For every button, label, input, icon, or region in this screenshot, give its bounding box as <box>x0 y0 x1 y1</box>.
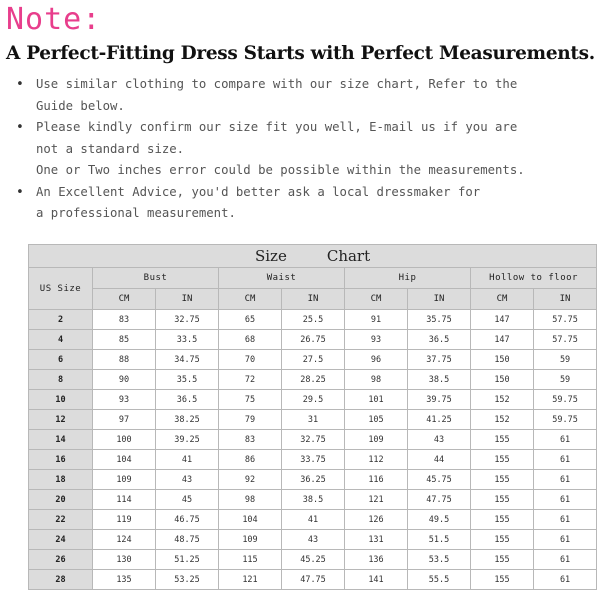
measurement-cell: 38.25 <box>156 410 219 430</box>
measurement-cell: 85 <box>93 330 156 350</box>
measurement-cell: 90 <box>93 370 156 390</box>
table-caption-row <box>29 245 597 268</box>
bullet-text: not a standard size. <box>36 141 185 156</box>
table-row <box>29 370 597 390</box>
bullet-text: An Excellent Advice, you'd better ask a local dressmaker for <box>36 184 481 199</box>
measurement-cell: 98 <box>219 490 282 510</box>
measurement-cell: 59 <box>534 370 597 390</box>
us-size-cell: 12 <box>29 410 93 430</box>
unit-header: CM <box>471 289 534 310</box>
caption-word-chart: Chart <box>326 247 371 265</box>
measurement-cell: 41 <box>156 450 219 470</box>
table-row <box>29 490 597 510</box>
measurement-cell: 100 <box>93 430 156 450</box>
table-row <box>29 550 597 570</box>
measurement-cell: 61 <box>534 470 597 490</box>
measurement-cell: 75 <box>219 390 282 410</box>
measurement-cell: 155 <box>471 510 534 530</box>
measurement-cell: 92 <box>219 470 282 490</box>
measurement-cell: 33.5 <box>156 330 219 350</box>
measurement-cell: 147 <box>471 330 534 350</box>
measurement-cell: 135 <box>93 570 156 590</box>
measurement-cell: 155 <box>471 470 534 490</box>
measurement-cell: 31 <box>282 410 345 430</box>
table-caption <box>29 245 597 268</box>
measurement-cell: 34.75 <box>156 350 219 370</box>
measurement-cell: 47.75 <box>408 490 471 510</box>
bullet-dot-icon: • <box>16 120 24 135</box>
measurement-cell: 155 <box>471 450 534 470</box>
measurement-cell: 86 <box>219 450 282 470</box>
us-size-cell: 14 <box>29 430 93 450</box>
us-size-cell: 18 <box>29 470 93 490</box>
table-row <box>29 570 597 590</box>
table-row <box>29 530 597 550</box>
bullet-line <box>16 117 596 139</box>
measurement-cell: 55.5 <box>408 570 471 590</box>
bullet-dot-icon: • <box>16 184 24 200</box>
measurement-cell: 36.5 <box>408 330 471 350</box>
measurement-cell: 155 <box>471 430 534 450</box>
measurement-cell: 119 <box>93 510 156 530</box>
measurement-cell: 104 <box>93 450 156 470</box>
measurement-cell: 155 <box>471 490 534 510</box>
measurement-cell: 91 <box>345 310 408 330</box>
measurement-cell: 37.75 <box>408 350 471 370</box>
measurement-cell: 155 <box>471 550 534 570</box>
measurement-cell: 44 <box>408 450 471 470</box>
bullet-line <box>16 182 596 204</box>
measurement-cell: 53.5 <box>408 550 471 570</box>
table-unit-header-row <box>29 289 597 310</box>
bullet-text: a professional measurement. <box>36 206 236 220</box>
measurement-cell: 70 <box>219 350 282 370</box>
table-row <box>29 350 597 370</box>
size-chart-table <box>28 244 597 590</box>
measurement-cell: 39.25 <box>156 430 219 450</box>
measurement-cell: 39.75 <box>408 390 471 410</box>
measurement-cell: 59.75 <box>534 390 597 410</box>
measurement-cell: 61 <box>534 510 597 530</box>
measurement-cell: 105 <box>345 410 408 430</box>
measurement-cell: 115 <box>219 550 282 570</box>
measurement-cell: 152 <box>471 410 534 430</box>
measurement-cell: 114 <box>93 490 156 510</box>
measurement-cell: 32.75 <box>282 430 345 450</box>
measurement-cell: 96 <box>345 350 408 370</box>
group-header-hollow-to-floor: Hollow to floor <box>471 268 597 289</box>
measurement-cell: 65 <box>219 310 282 330</box>
unit-header: IN <box>534 289 597 310</box>
us-size-cell: 20 <box>29 490 93 510</box>
us-size-header: US Size <box>29 268 93 310</box>
measurement-cell: 141 <box>345 570 408 590</box>
measurement-cell: 59.75 <box>534 410 597 430</box>
table-row <box>29 510 597 530</box>
measurement-cell: 61 <box>534 550 597 570</box>
measurement-cell: 93 <box>345 330 408 350</box>
bullet-dot-icon: • <box>16 77 24 92</box>
table-row <box>29 430 597 450</box>
measurement-cell: 25.5 <box>282 310 345 330</box>
group-header-bust: Bust <box>93 268 219 289</box>
measurement-cell: 26.75 <box>282 330 345 350</box>
measurement-cell: 38.5 <box>408 370 471 390</box>
us-size-cell: 24 <box>29 530 93 550</box>
measurement-cell: 112 <box>345 450 408 470</box>
headline: A Perfect-Fitting Dress Starts with Perfect Measurements. <box>6 43 595 64</box>
measurement-cell: 104 <box>219 510 282 530</box>
measurement-cell: 61 <box>534 530 597 550</box>
measurement-cell: 116 <box>345 470 408 490</box>
measurement-cell: 43 <box>282 530 345 550</box>
measurement-cell: 35.75 <box>408 310 471 330</box>
us-size-cell: 26 <box>29 550 93 570</box>
measurement-cell: 88 <box>93 350 156 370</box>
us-size-cell: 10 <box>29 390 93 410</box>
caption-word-size: Size <box>254 247 287 265</box>
measurement-cell: 61 <box>534 490 597 510</box>
bullet-text: Use similar clothing to compare with our size chart, Refer to the <box>36 77 518 91</box>
measurement-cell: 36.5 <box>156 390 219 410</box>
bullet-line <box>16 139 596 161</box>
measurement-cell: 121 <box>219 570 282 590</box>
table-row <box>29 470 597 490</box>
measurement-cell: 131 <box>345 530 408 550</box>
measurement-cell: 109 <box>219 530 282 550</box>
measurement-cell: 72 <box>219 370 282 390</box>
measurement-cell: 32.75 <box>156 310 219 330</box>
measurement-cell: 41 <box>282 510 345 530</box>
table-row <box>29 330 597 350</box>
measurement-cell: 79 <box>219 410 282 430</box>
group-header-waist: Waist <box>219 268 345 289</box>
measurement-cell: 97 <box>93 410 156 430</box>
measurement-cell: 98 <box>345 370 408 390</box>
measurement-cell: 155 <box>471 530 534 550</box>
measurement-cell: 101 <box>345 390 408 410</box>
measurement-cell: 61 <box>534 450 597 470</box>
us-size-cell: 16 <box>29 450 93 470</box>
measurement-cell: 35.5 <box>156 370 219 390</box>
unit-header: CM <box>93 289 156 310</box>
measurement-cell: 152 <box>471 390 534 410</box>
measurement-cell: 45.25 <box>282 550 345 570</box>
measurement-cell: 68 <box>219 330 282 350</box>
unit-header: CM <box>345 289 408 310</box>
measurement-cell: 49.5 <box>408 510 471 530</box>
measurement-cell: 121 <box>345 490 408 510</box>
us-size-cell: 6 <box>29 350 93 370</box>
size-table-body <box>29 310 597 590</box>
measurement-cell: 83 <box>219 430 282 450</box>
table-group-header-row <box>29 268 597 289</box>
unit-header: IN <box>408 289 471 310</box>
measurement-cell: 57.75 <box>534 310 597 330</box>
measurement-cell: 61 <box>534 570 597 590</box>
measurement-cell: 43 <box>408 430 471 450</box>
us-size-cell: 22 <box>29 510 93 530</box>
measurement-cell: 29.5 <box>282 390 345 410</box>
bullet-text: One or Two inches error could be possible within the measurements. <box>36 163 525 177</box>
measurement-cell: 109 <box>345 430 408 450</box>
measurement-cell: 38.5 <box>282 490 345 510</box>
unit-header: CM <box>219 289 282 310</box>
measurement-cell: 28.25 <box>282 370 345 390</box>
table-row <box>29 410 597 430</box>
measurement-cell: 61 <box>534 430 597 450</box>
table-row <box>29 310 597 330</box>
measurement-cell: 53.25 <box>156 570 219 590</box>
measurement-cell: 33.75 <box>282 450 345 470</box>
table-row <box>29 450 597 470</box>
group-header-hip: Hip <box>345 268 471 289</box>
measurement-cell: 36.25 <box>282 470 345 490</box>
bullet-list <box>16 74 596 225</box>
note-title: Note: <box>6 2 102 37</box>
measurement-cell: 45 <box>156 490 219 510</box>
us-size-cell: 28 <box>29 570 93 590</box>
measurement-cell: 93 <box>93 390 156 410</box>
measurement-cell: 43 <box>156 470 219 490</box>
measurement-cell: 27.5 <box>282 350 345 370</box>
measurement-cell: 130 <box>93 550 156 570</box>
measurement-cell: 147 <box>471 310 534 330</box>
bullet-line <box>16 203 596 225</box>
us-size-cell: 2 <box>29 310 93 330</box>
measurement-cell: 41.25 <box>408 410 471 430</box>
bullet-line <box>16 96 596 118</box>
measurement-cell: 57.75 <box>534 330 597 350</box>
bullet-text: Guide below. <box>36 98 125 113</box>
table-row <box>29 390 597 410</box>
measurement-cell: 59 <box>534 350 597 370</box>
measurement-cell: 150 <box>471 350 534 370</box>
bullet-line <box>16 160 596 182</box>
measurement-cell: 46.75 <box>156 510 219 530</box>
measurement-cell: 136 <box>345 550 408 570</box>
measurement-cell: 48.75 <box>156 530 219 550</box>
unit-header: IN <box>282 289 345 310</box>
unit-header: IN <box>156 289 219 310</box>
us-size-cell: 8 <box>29 370 93 390</box>
measurement-cell: 155 <box>471 570 534 590</box>
measurement-cell: 45.75 <box>408 470 471 490</box>
measurement-cell: 126 <box>345 510 408 530</box>
bullet-line <box>16 74 596 96</box>
measurement-cell: 47.75 <box>282 570 345 590</box>
measurement-cell: 124 <box>93 530 156 550</box>
us-size-cell: 4 <box>29 330 93 350</box>
measurement-cell: 51.5 <box>408 530 471 550</box>
measurement-cell: 109 <box>93 470 156 490</box>
bullet-text: Please kindly confirm our size fit you well, E-mail us if you are <box>36 120 518 134</box>
measurement-cell: 83 <box>93 310 156 330</box>
measurement-cell: 51.25 <box>156 550 219 570</box>
measurement-cell: 150 <box>471 370 534 390</box>
